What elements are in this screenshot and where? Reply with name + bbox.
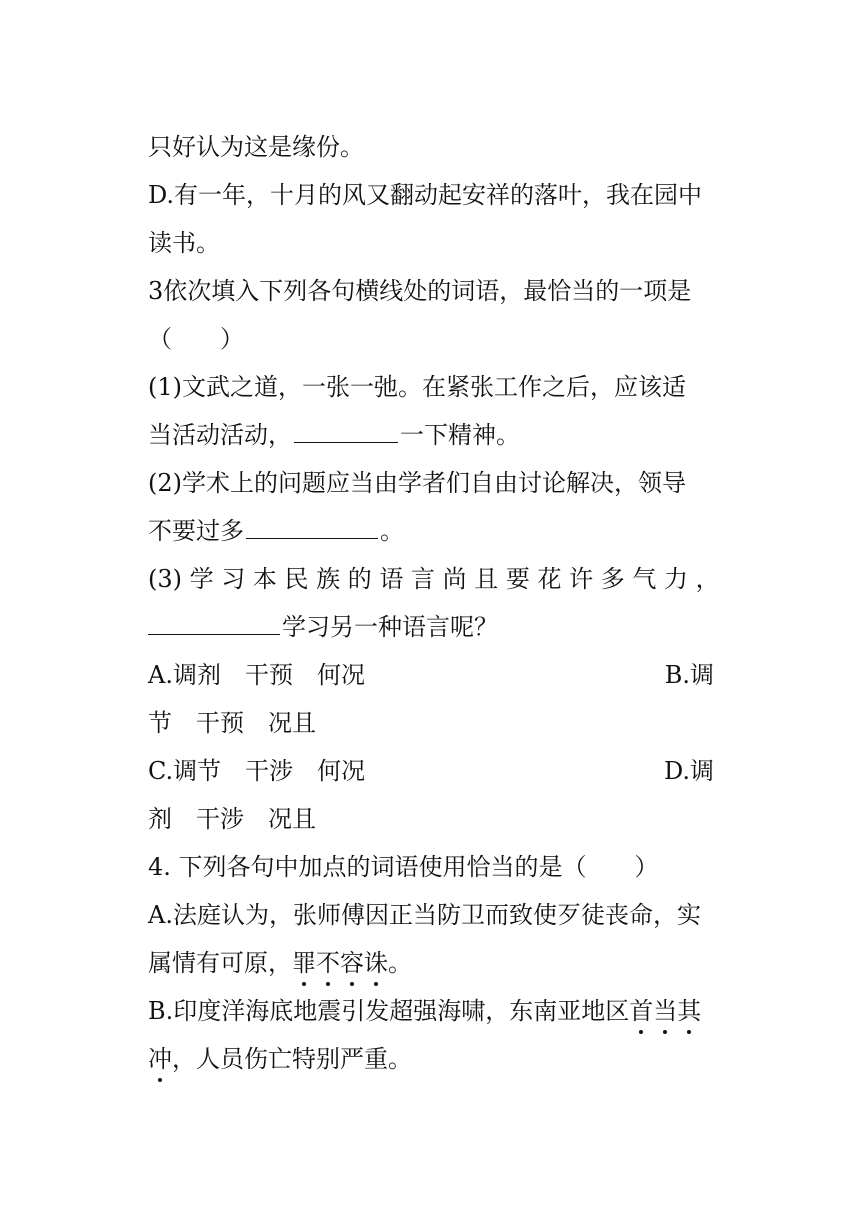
option-text: 。: [388, 949, 412, 977]
option-d-head: D.调: [663, 757, 714, 785]
sentence-text: (1)文武之道，一张一弛。在紧张工作之后，应该适: [148, 373, 686, 401]
q4-option-b-line-b: [148, 1042, 714, 1076]
sentence-text: 。: [380, 517, 404, 545]
option-b-tail: 节 干预 况且: [148, 709, 316, 737]
fill-blank: [246, 514, 378, 539]
option-b-continuation: [148, 706, 714, 740]
paragraph-text: D.有一年，十月的风又翻动起安祥的落叶，我在园中: [148, 181, 703, 209]
question-4-stem: [148, 850, 714, 884]
emphasized-char: 罪: [292, 946, 316, 980]
emphasized-char: 诛: [364, 946, 388, 980]
emphasized-char: 首: [629, 994, 653, 1028]
q4-option-a-line-a: [148, 898, 714, 932]
option-a: A.调剂 干预 何况: [148, 661, 365, 689]
paragraph-text: 读书。: [148, 229, 220, 257]
q4-option-a-line-b: [148, 946, 714, 980]
sentence-3-line-b: [148, 610, 714, 644]
sentence-text: 当活动活动，: [148, 421, 292, 449]
question-text: 3依次填入下列各句横线处的词语，最恰当的一项是: [148, 277, 692, 305]
option-c: C.调节 干涉 何况: [148, 757, 366, 785]
option-d-line: [148, 178, 714, 212]
paragraph-text: 只好认为这是缘份。: [148, 133, 364, 161]
fill-blank: [294, 418, 398, 443]
option-d-continuation: [148, 802, 714, 836]
option-text: ，人员伤亡特别严重。: [172, 1045, 412, 1073]
sentence-2-line-b: [148, 514, 714, 548]
sentence-2-line-a: [148, 466, 714, 500]
option-d-tail: 剂 干涉 况且: [148, 805, 316, 833]
sentence-1-line-a: [148, 370, 714, 404]
question-3-stem: [148, 274, 714, 308]
sentence-text: 不要过多: [148, 517, 244, 545]
sentence-text: 学习另一种语言呢？: [282, 613, 498, 641]
text-line: [148, 130, 714, 164]
answer-parentheses: [148, 322, 714, 356]
sentence-3-line-a: [148, 562, 720, 596]
emphasized-char: 冲: [148, 1042, 172, 1076]
option-text: B.印度洋海底地震引发超强海啸，东南亚地区: [148, 997, 630, 1025]
emphasized-char: 不: [316, 946, 340, 980]
emphasized-char: 当: [653, 994, 677, 1028]
text-line: [148, 226, 714, 260]
option-text: A.法庭认为，张师傅因正当防卫而致使歹徒丧命，实: [148, 901, 701, 929]
option-b-head: B.调: [664, 661, 714, 689]
q4-option-b-line-a: [148, 994, 714, 1028]
answer-blank: （ ）: [148, 325, 244, 353]
sentence-text: (2)学术上的问题应当由学者们自由讨论解决，领导: [148, 469, 686, 497]
fill-blank: [148, 610, 280, 635]
sentence-text: (3) 学 习 本 民 族 的 语 言 尚 且 要 花 许 多 气 力 ，: [148, 565, 720, 593]
sentence-1-line-b: [148, 418, 714, 452]
question-text: 4. 下列各句中加点的词语使用恰当的是（ ）: [148, 853, 659, 881]
option-text: 属情有可原，: [148, 949, 292, 977]
emphasized-char: 其: [677, 994, 701, 1028]
sentence-text: 一下精神。: [400, 421, 520, 449]
options-cd-line: [148, 754, 714, 788]
emphasized-char: 容: [340, 946, 364, 980]
options-ab-line: [148, 658, 714, 692]
